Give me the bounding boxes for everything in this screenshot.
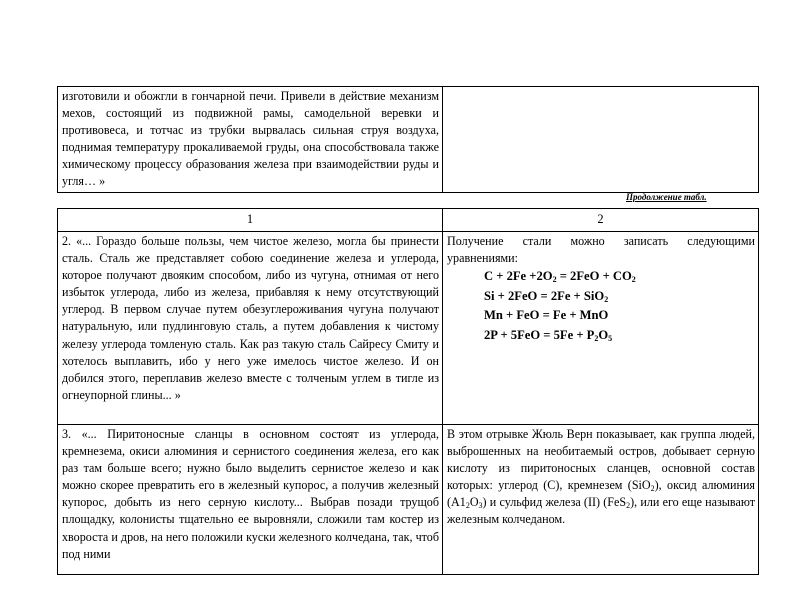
- top-row-left-text: изготовили и обожгли в гончарной печи. Привели в действие механизм мехов, состоящий из подвижной рамы, самодельной веревки и противовеса, и тотчас из трубки вырвалась сильная струя воздуха, поднимая температуру прокаливаемой груды, она способствовала также химическому процессу образования железа при взаимодействии руды и угля… »: [62, 89, 439, 189]
- header-col-1: 1: [58, 209, 443, 232]
- main-table: [57, 208, 759, 575]
- table-row: [58, 425, 759, 575]
- header-col-2: 2: [443, 209, 759, 232]
- continuation-label: Продолжение табл.: [626, 192, 707, 202]
- row3-quote: 3. «... Пиритоносные сланцы в основном состоят из углерода, кремнезема, окиси алюминия и сернистого соединения железа, его как раз там больше всего; нужно было выделить сернистое железо и как можно скорее превратить его в железный купорос, а получив железный купорос, добыть из него серную кислоту... Выбрав позади трущоб площадку, колонисты тщательно ее выровняли, сложили там костер из хвороста и дров, на него положили куски железного колчедана, так, чтоб под ними: [62, 427, 439, 561]
- equation-1: $C + 2Fe +2O_2 = 2FeO + CO_2$: [484, 269, 636, 285]
- row3-left-cell: [58, 425, 443, 575]
- row2-right-cell: [443, 232, 759, 425]
- header-row: [58, 209, 759, 232]
- row2-quote: 2. «... Гораздо больше пользы, чем чистое железо, могла бы принести сталь. Сталь же представляет собою соединение железа и углерода, которое получают двояким способом, либо из чугуна, отнимая от него избыток углерода, либо из железа, прибавляя к нему отсутствующий углерод. В первом случае путем обезуглероживания чугуна получают натуральную, или пудлинговую сталь, а путем добавления к чистому железу углерода томленую сталь. Как раз такую сталь Сайресу Смиту и хотелось выплавить, ибо у него уже имелось чистое железо. И он добился этого, переплавив железо вместе с толченым углем в тигле из огнеупорной глины... »: [62, 234, 439, 402]
- row3-explanation: В этом отрывке Жюль Верн показывает, как группа людей, выброшенных на необитаемый остров, добывает серную кислоту из пиритоносных сланцев, основной состав которых: углерод (С), кремнезем (SiO$_2$), оксид алюминия $(А1_2О_3)$ и сульфид железа (II) (FeS$_2$), или его еще называют железным колчеданом.: [447, 427, 755, 527]
- top-row-left-cell: [58, 87, 443, 193]
- equation-list: [447, 267, 755, 345]
- equation-3: Mn + FeO = Fe + MnO: [484, 308, 609, 323]
- top-row-right-cell: [443, 87, 759, 193]
- top-table-fragment: [57, 86, 759, 193]
- table-row: [58, 232, 759, 425]
- row2-intro: Получение стали можно записать следующими уравнениями:: [447, 234, 755, 266]
- row3-right-cell: [443, 425, 759, 575]
- row2-left-cell: [58, 232, 443, 425]
- equation-4: $2P + 5FeO = 5Fe + P_2O_5$: [484, 327, 613, 343]
- equation-2: Si + 2FeO = 2Fe + SiO$_2$: [484, 288, 609, 304]
